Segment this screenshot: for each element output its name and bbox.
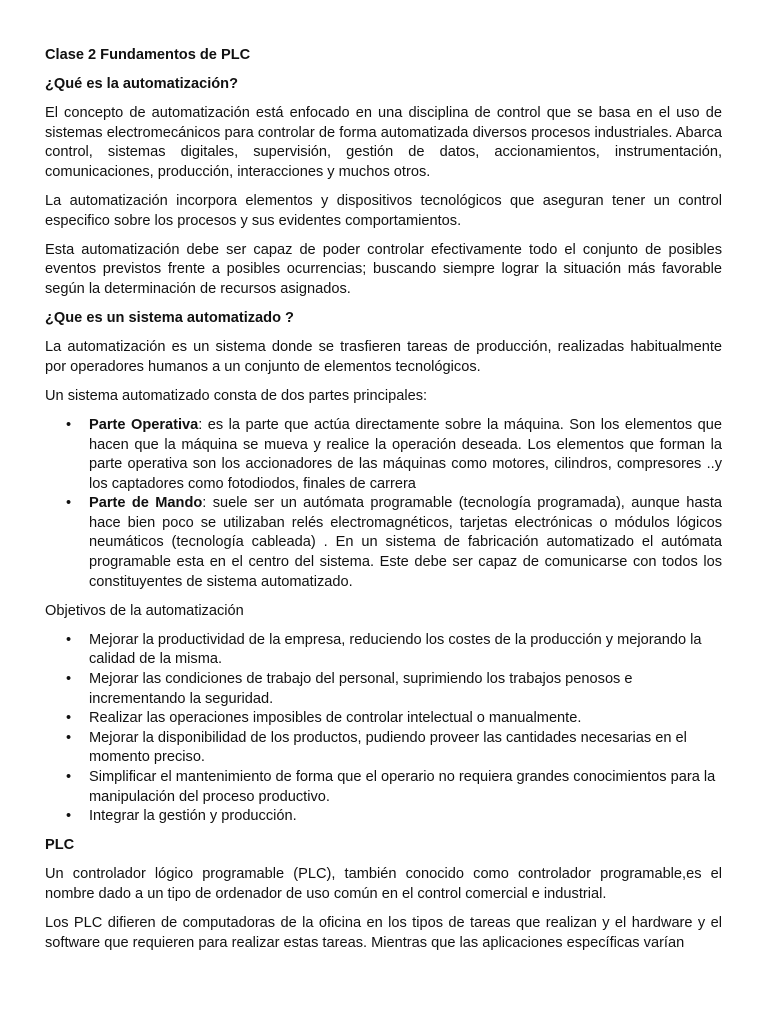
- paragraph-controlar: Esta automatización debe ser capaz de poder controlar efectivamente todo el conjunto de posibles eventos previstos frente a posibles ocurrencias; buscando siempre lograr la situación más favorable según la determinación de recursos asignados.: [45, 241, 722, 297]
- list-item-objective: • Simplificar el mantenimiento de forma que el operario no requiera grandes conocimientos para la manipulación del proceso productivo.: [89, 768, 722, 807]
- list-item-objective: • Integrar la gestión y producción.: [89, 807, 722, 827]
- text-parte-mando: : suele ser un autómata programable (tecnología programada), aunque hasta hace bien poco se utilizaban relés electromagnéticos, tarjetas electrónicas o módulos lógicos neumáticos (tecnología cableada) . En un sistema de fabricación automatizado el autómata programable esta en el centro del sistema. Este debe ser capaz de comunicarse con todos los constituyentes de sistema automatizado.: [89, 495, 722, 590]
- term-parte-mando: Parte de Mando: [89, 495, 203, 512]
- heading-que-es-automatizacion: ¿Qué es la automatización?: [45, 76, 239, 93]
- heading-plc: PLC: [45, 837, 75, 854]
- list-item-objective: • Mejorar la productividad de la empresa, reduciendo los costes de la producción y mejorando la calidad de la misma.: [89, 631, 722, 670]
- list-item-objective: • Mejorar las condiciones de trabajo del personal, suprimiendo los trabajos penosos e incrementando la seguridad.: [89, 670, 722, 709]
- paragraph-plc-difieren: Los PLC difieren de computadoras de la oficina en los tipos de tareas que realizan y el hardware y el software que requieren para realizar estas tareas. Mientras que las aplicaciones específicas varían: [45, 915, 722, 951]
- paragraph-incorpora: La automatización incorpora elementos y dispositivos tecnológicos que aseguran tener un control especifico sobre los procesos y sus evidentes comportamientos.: [45, 193, 722, 229]
- list-item-parte-mando: [89, 494, 722, 592]
- list-item-objective: • Realizar las operaciones imposibles de controlar intelectual o manualmente.: [89, 709, 722, 729]
- objectives-heading: Objetivos de la automatización: [45, 602, 244, 619]
- paragraph-dos-partes: Un sistema automatizado consta de dos partes principales:: [45, 387, 428, 404]
- parts-list: [45, 416, 722, 592]
- paragraph-concepto: El concepto de automatización está enfocado en una disciplina de control que se basa en el uso de sistemas electromecánicos para controlar de forma automatizada diversos procesos industriales. Abarca control, sistemas digitales, supervisión, gestión de datos, accionamientos, instrumentación, comunicaciones, producción, interacciones y muchos otros.: [45, 105, 722, 180]
- heading-sistema-automatizado: ¿Que es un sistema automatizado ?: [45, 310, 294, 327]
- term-parte-operativa: Parte Operativa: [89, 416, 199, 433]
- paragraph-trasfieren: La automatización es un sistema donde se trasfieren tareas de producción, realizadas habitualmente por operadores humanos a un conjunto de elementos tecnológicos.: [45, 339, 722, 375]
- document-page: [45, 46, 722, 963]
- list-item-objective: • Mejorar la disponibilidad de los productos, pudiendo proveer las cantidades necesarias en el momento preciso.: [89, 729, 722, 768]
- text-parte-operativa: : es la parte que actúa directamente sobre la máquina. Son los elementos que hacen que la máquina se mueva y realice la operación deseada. Los elementos que forman la parte operativa son los accionadores de las máquinas como motores, cilindros, compresores ..y los captadores como fotodiodos, finales de carrera: [89, 416, 722, 492]
- objectives-list: [45, 631, 722, 827]
- list-item-parte-operativa: [89, 416, 722, 494]
- document-title: Clase 2 Fundamentos de PLC: [45, 47, 251, 63]
- paragraph-plc-definicion: Un controlador lógico programable (PLC), también conocido como controlador programable,es el nombre dado a un tipo de ordenador de uso común en el control comercial e industrial.: [45, 866, 722, 902]
